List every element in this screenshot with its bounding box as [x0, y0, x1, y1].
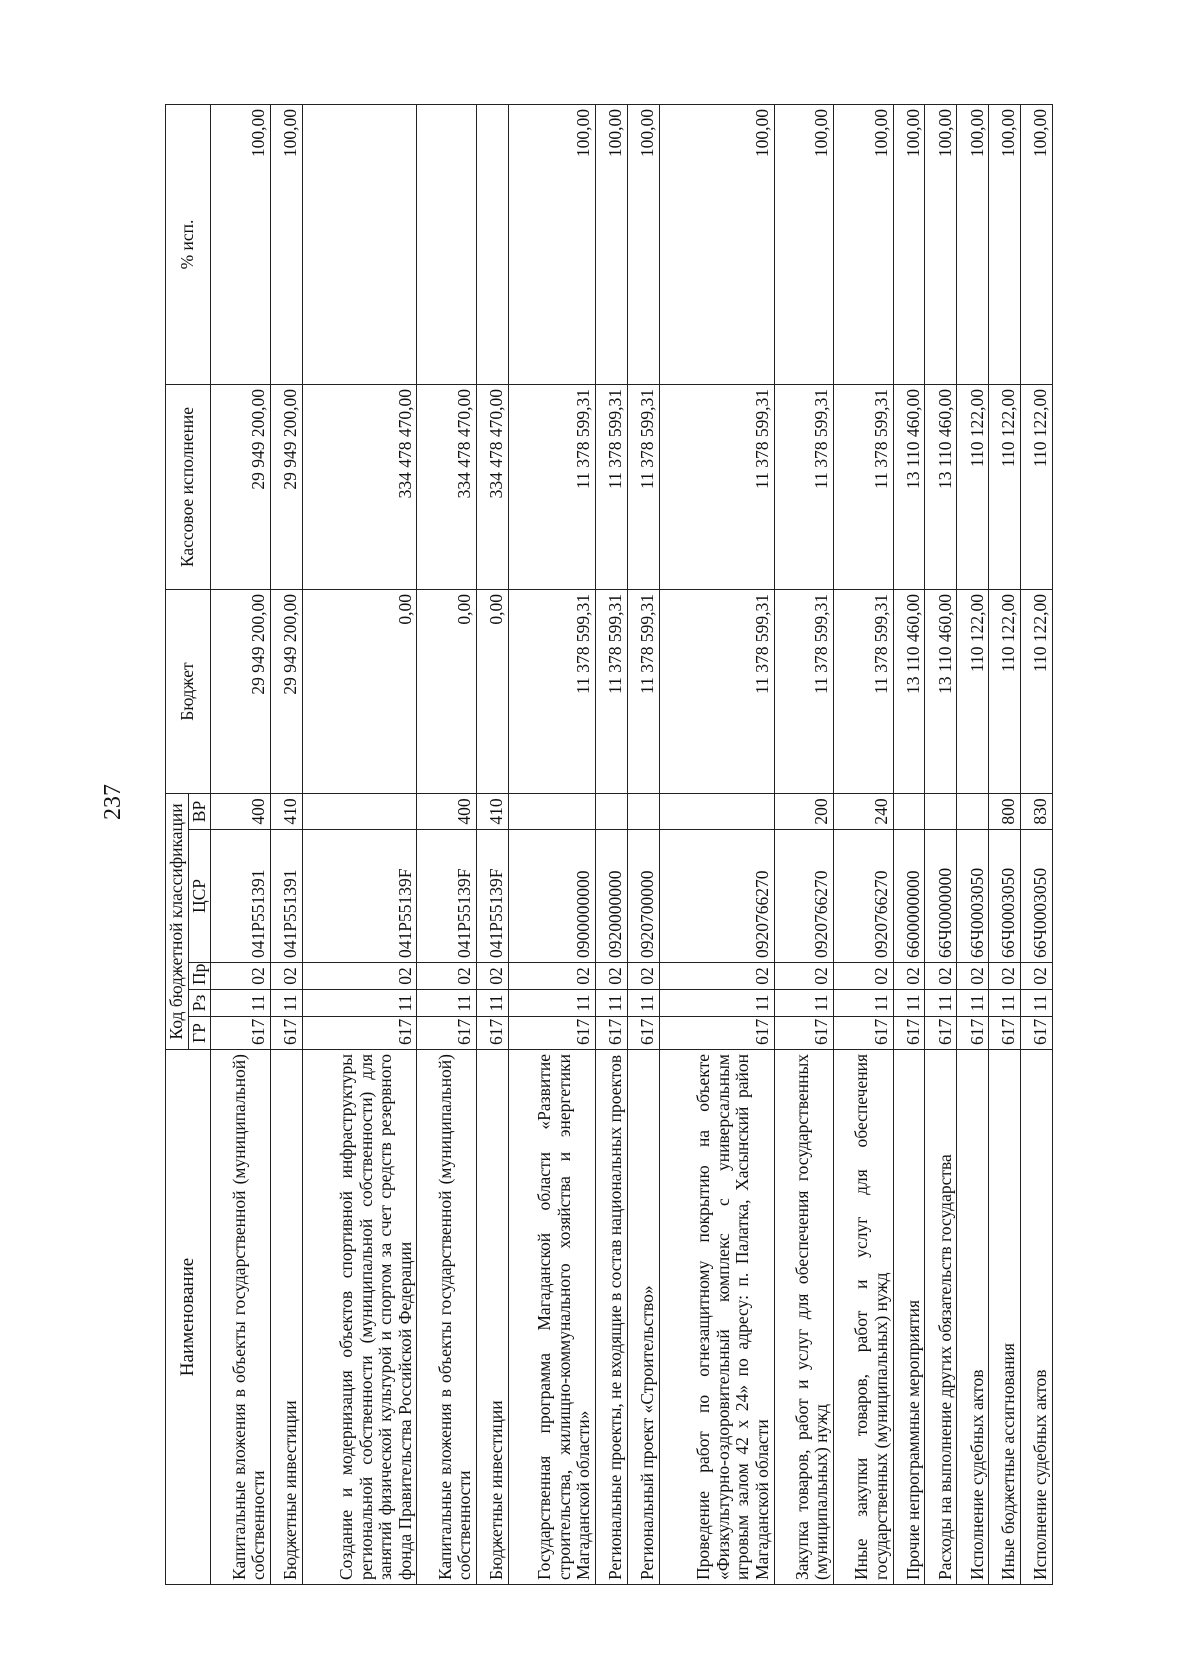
budget-table — [165, 104, 1053, 1585]
row-name: Расходы на выполнение других обязательств государства — [925, 1050, 957, 1585]
row-vr — [659, 794, 774, 830]
row-pr: 02 — [595, 963, 627, 990]
row-vr — [957, 794, 989, 830]
table-row — [774, 105, 834, 1585]
row-rz: 11 — [925, 990, 957, 1017]
row-cash: 29 949 200,00 — [270, 385, 302, 590]
row-name: Бюджетные инвестиции — [476, 1050, 508, 1585]
row-vr — [627, 794, 659, 830]
table-row — [302, 105, 417, 1585]
row-budget: 0,00 — [417, 590, 477, 794]
table-row — [211, 105, 271, 1585]
row-name: Государственная программа Магаданской области «Развитие строительства, жилищно-коммунального хозяйства и энергетики Магаданской области» — [508, 1050, 595, 1585]
row-percent — [302, 105, 417, 385]
row-cash: 334 478 470,00 — [302, 385, 417, 590]
row-gr: 617 — [925, 1017, 957, 1050]
row-vr: 400 — [417, 794, 477, 830]
row-gr: 617 — [989, 1017, 1021, 1050]
row-pr: 02 — [417, 963, 477, 990]
table-row — [1021, 105, 1053, 1585]
row-name: Исполнение судебных актов — [1021, 1050, 1053, 1585]
row-pr: 02 — [989, 963, 1021, 990]
row-percent: 100,00 — [659, 105, 774, 385]
row-budget: 11 378 599,31 — [508, 590, 595, 794]
row-budget: 13 110 460,00 — [893, 590, 925, 794]
row-pr: 02 — [834, 963, 894, 990]
row-budget: 110 122,00 — [1021, 590, 1053, 794]
table-row — [595, 105, 627, 1585]
header-gr: ГР — [188, 1017, 211, 1050]
row-cash: 11 378 599,31 — [774, 385, 834, 590]
row-percent — [476, 105, 508, 385]
table-row — [659, 105, 774, 1585]
row-vr: 830 — [1021, 794, 1053, 830]
table-row — [834, 105, 894, 1585]
row-rz: 11 — [595, 990, 627, 1017]
row-vr: 240 — [834, 794, 894, 830]
header-percent: % исп. — [166, 105, 211, 385]
row-name: Закупка товаров, работ и услуг для обеспечения государственных (муниципальных) нужд — [774, 1050, 834, 1585]
row-pr: 02 — [476, 963, 508, 990]
row-budget: 29 949 200,00 — [270, 590, 302, 794]
header-budget: Бюджет — [166, 590, 211, 794]
row-gr: 617 — [476, 1017, 508, 1050]
row-csr: 0920766270 — [774, 830, 834, 963]
table-row — [627, 105, 659, 1585]
row-percent: 100,00 — [627, 105, 659, 385]
row-csr: 041P551391 — [270, 830, 302, 963]
row-csr: 0900000000 — [508, 830, 595, 963]
row-name: Прочие непрограммные мероприятия — [893, 1050, 925, 1585]
row-csr: 041P55139F — [476, 830, 508, 963]
row-budget: 0,00 — [302, 590, 417, 794]
table-row — [989, 105, 1021, 1585]
row-name: Создание и модернизация объектов спортивной инфраструктуры региональной собственности (муниципальной собственности) для занятий физической культурой и спортом за счет средств резервного фонда Правительства Российской Федерации — [302, 1050, 417, 1585]
row-budget: 11 378 599,31 — [774, 590, 834, 794]
row-rz: 11 — [834, 990, 894, 1017]
row-budget: 11 378 599,31 — [595, 590, 627, 794]
row-csr: 0920766270 — [659, 830, 774, 963]
row-vr: 410 — [476, 794, 508, 830]
row-name: Региональные проекты, не входящие в состав национальных проектов — [595, 1050, 627, 1585]
rotated-page — [165, 105, 1053, 1585]
row-pr: 02 — [1021, 963, 1053, 990]
row-pr: 02 — [270, 963, 302, 990]
row-csr: 66Ч0003050 — [989, 830, 1021, 963]
row-cash: 110 122,00 — [957, 385, 989, 590]
header-csr: ЦСР — [188, 830, 211, 963]
row-percent: 100,00 — [834, 105, 894, 385]
row-pr: 02 — [659, 963, 774, 990]
row-pr: 02 — [957, 963, 989, 990]
row-percent: 100,00 — [270, 105, 302, 385]
row-csr: 66Ч0000000 — [925, 830, 957, 963]
row-budget: 11 378 599,31 — [659, 590, 774, 794]
row-pr: 02 — [302, 963, 417, 990]
row-csr: 66Ч0003050 — [957, 830, 989, 963]
row-pr: 02 — [211, 963, 271, 990]
row-gr: 617 — [774, 1017, 834, 1050]
row-cash: 29 949 200,00 — [211, 385, 271, 590]
table-row — [925, 105, 957, 1585]
row-budget: 11 378 599,31 — [834, 590, 894, 794]
row-percent — [417, 105, 477, 385]
row-csr: 66Ч0003050 — [1021, 830, 1053, 963]
row-csr: 0920766270 — [834, 830, 894, 963]
row-name: Капитальные вложения в объекты государственной (муниципальной) собственности — [417, 1050, 477, 1585]
row-gr: 617 — [627, 1017, 659, 1050]
row-vr — [508, 794, 595, 830]
row-name: Иные бюджетные ассигнования — [989, 1050, 1021, 1585]
table-row — [957, 105, 989, 1585]
row-cash: 110 122,00 — [989, 385, 1021, 590]
table-row — [893, 105, 925, 1585]
row-budget: 0,00 — [476, 590, 508, 794]
row-percent: 100,00 — [508, 105, 595, 385]
row-cash: 13 110 460,00 — [925, 385, 957, 590]
row-csr: 6600000000 — [893, 830, 925, 963]
row-vr — [595, 794, 627, 830]
row-name: Иные закупки товаров, работ и услуг для обеспечения государственных (муниципальных) нужд — [834, 1050, 894, 1585]
row-gr: 617 — [508, 1017, 595, 1050]
row-budget: 29 949 200,00 — [211, 590, 271, 794]
header-pr: Пр — [188, 963, 211, 990]
row-vr: 410 — [270, 794, 302, 830]
row-cash: 11 378 599,31 — [659, 385, 774, 590]
row-name: Бюджетные инвестиции — [270, 1050, 302, 1585]
row-gr: 617 — [211, 1017, 271, 1050]
row-csr: 041P55139F — [417, 830, 477, 963]
row-rz: 11 — [476, 990, 508, 1017]
row-name: Капитальные вложения в объекты государственной (муниципальной) собственности — [211, 1050, 271, 1585]
row-rz: 11 — [1021, 990, 1053, 1017]
row-csr: 0920000000 — [595, 830, 627, 963]
row-name: Проведение работ по огнезащитному покрытию на объекте «Физкультурно-оздоровительный комплекс с универсальным игровым залом 42 х 24» по адресу: п. Палатка, Хасынский район Магаданской области — [659, 1050, 774, 1585]
row-percent: 100,00 — [595, 105, 627, 385]
row-percent: 100,00 — [989, 105, 1021, 385]
row-budget: 110 122,00 — [957, 590, 989, 794]
row-rz: 11 — [989, 990, 1021, 1017]
table-row — [508, 105, 595, 1585]
row-rz: 11 — [508, 990, 595, 1017]
row-rz: 11 — [211, 990, 271, 1017]
header-cash: Кассовое исполнение — [166, 385, 211, 590]
row-gr: 617 — [957, 1017, 989, 1050]
row-cash: 110 122,00 — [1021, 385, 1053, 590]
header-vr: ВР — [188, 794, 211, 830]
row-cash: 11 378 599,31 — [627, 385, 659, 590]
header-row-1 — [166, 105, 189, 1585]
row-vr — [925, 794, 957, 830]
row-name: Исполнение судебных актов — [957, 1050, 989, 1585]
row-cash: 11 378 599,31 — [508, 385, 595, 590]
row-vr — [302, 794, 417, 830]
row-csr: 0920700000 — [627, 830, 659, 963]
row-rz: 11 — [270, 990, 302, 1017]
row-cash: 334 478 470,00 — [417, 385, 477, 590]
row-budget: 13 110 460,00 — [925, 590, 957, 794]
row-rz: 11 — [302, 990, 417, 1017]
table-row — [270, 105, 302, 1585]
row-rz: 11 — [627, 990, 659, 1017]
row-rz: 11 — [417, 990, 477, 1017]
row-budget: 110 122,00 — [989, 590, 1021, 794]
row-gr: 617 — [417, 1017, 477, 1050]
header-code-group: Код бюджетной классификации — [166, 794, 189, 1050]
row-gr: 617 — [302, 1017, 417, 1050]
row-percent: 100,00 — [957, 105, 989, 385]
row-percent: 100,00 — [1021, 105, 1053, 385]
row-percent: 100,00 — [211, 105, 271, 385]
row-cash: 11 378 599,31 — [834, 385, 894, 590]
row-gr: 617 — [659, 1017, 774, 1050]
row-pr: 02 — [508, 963, 595, 990]
row-gr: 617 — [270, 1017, 302, 1050]
row-rz: 11 — [774, 990, 834, 1017]
row-vr: 400 — [211, 794, 271, 830]
row-budget: 11 378 599,31 — [627, 590, 659, 794]
page-number: 237 — [100, 784, 126, 820]
row-vr — [893, 794, 925, 830]
row-cash: 13 110 460,00 — [893, 385, 925, 590]
row-rz: 11 — [659, 990, 774, 1017]
row-name: Региональный проект «Строительство» — [627, 1050, 659, 1585]
row-csr: 041P55139F — [302, 830, 417, 963]
row-pr: 02 — [627, 963, 659, 990]
row-gr: 617 — [1021, 1017, 1053, 1050]
row-percent: 100,00 — [925, 105, 957, 385]
header-rz: Рз — [188, 990, 211, 1017]
row-rz: 11 — [893, 990, 925, 1017]
row-cash: 334 478 470,00 — [476, 385, 508, 590]
row-gr: 617 — [893, 1017, 925, 1050]
header-name: Наименование — [166, 1050, 211, 1585]
row-vr: 200 — [774, 794, 834, 830]
row-percent: 100,00 — [893, 105, 925, 385]
row-vr: 800 — [989, 794, 1021, 830]
table-row — [476, 105, 508, 1585]
row-percent: 100,00 — [774, 105, 834, 385]
row-pr: 02 — [774, 963, 834, 990]
row-pr: 02 — [925, 963, 957, 990]
row-csr: 041P551391 — [211, 830, 271, 963]
table-row — [417, 105, 477, 1585]
row-cash: 11 378 599,31 — [595, 385, 627, 590]
row-gr: 617 — [834, 1017, 894, 1050]
row-pr: 02 — [893, 963, 925, 990]
row-gr: 617 — [595, 1017, 627, 1050]
row-rz: 11 — [957, 990, 989, 1017]
